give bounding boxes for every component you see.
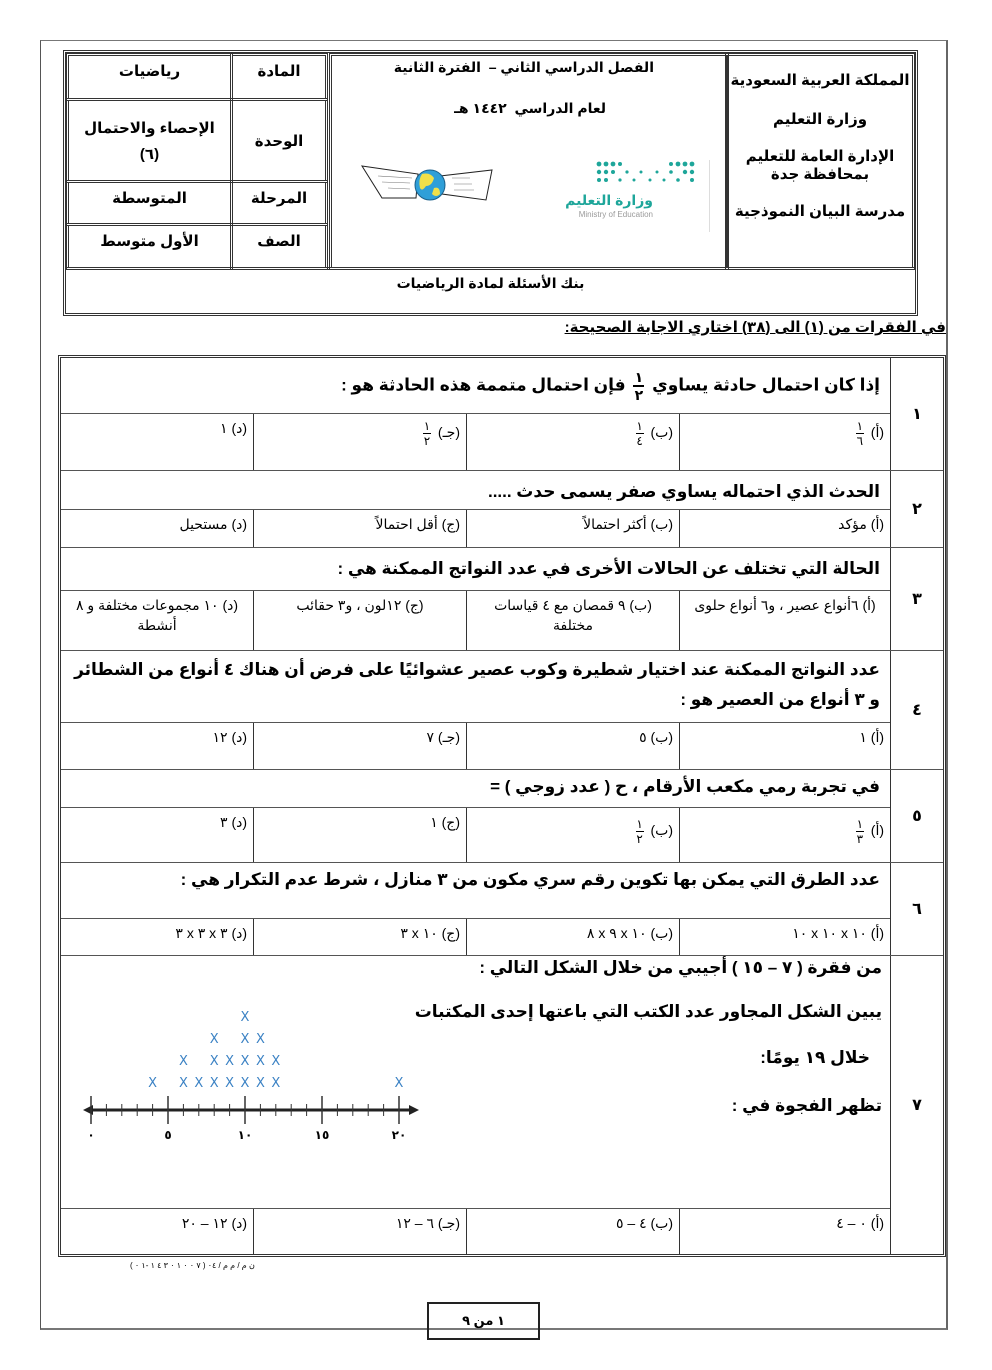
option-c[interactable]: (ج) ١ [253,808,466,862]
unit-label-cell [230,98,328,183]
question-text: عدد الطرق التي يمكن بها تكوين رقم سري مكون من ٣ منازل ، شرط عدم التكرار هي : [61,863,890,919]
ministry-arabic: وزارة التعليم [565,192,653,208]
number-line [81,996,421,1146]
ministry-logo [537,160,657,230]
data-point-x: X [178,1054,188,1069]
option-b[interactable]: (ب) أكثر احتمالاً [466,510,679,547]
option-b[interactable]: (ب) ٤ – ٥ [466,1209,679,1254]
logo-divider [709,160,710,232]
questions-table [58,355,946,1257]
authority-line: المملكة العربية السعودية [730,72,910,89]
option-a[interactable]: (أ) $\frac{١}{٣}$ [679,808,890,862]
ministry-english: Ministry of Education [578,210,653,219]
data-point-x: X [394,1076,404,1091]
dot-plot [81,996,421,1146]
subject-value-cell [66,53,233,101]
option-a[interactable]: (أ) ١ [679,723,890,769]
data-point-x: X [240,1054,250,1069]
bank-title-row [66,267,915,313]
data-point-x: X [240,1032,250,1047]
unit-value: الإحصاء والاحتمال [84,119,215,137]
option-d[interactable]: (د) ١٠ مجموعات مختلفة و ٨ أنشطة [76,597,238,633]
axis-tick-label: ٥ [164,1128,172,1142]
school-logo-icon [360,164,496,204]
option-b[interactable]: (ب) ٩ قمصان مع ٤ قياسات مختلفة [466,591,679,650]
data-point-x: X [178,1076,188,1091]
question-number: ٣ [890,548,943,650]
bank-title: بنك الأسئلة لمادة الرياضيات [396,275,585,291]
question-row [61,770,943,863]
option-a[interactable]: (أ) ٠ – ٤ [679,1209,890,1254]
question-number: ٢ [890,471,943,547]
option-d[interactable]: (د) ٣ x ٣ x ٣ [175,925,247,941]
data-point-x: X [225,1076,235,1091]
term-line: الفصل الدراسي الثاني – الفترة الثانية [393,59,654,75]
authority-line: بمحافظة جدة [770,166,870,183]
option-c[interactable]: (جـ) ٦ – ١٢ [253,1209,466,1254]
subject-label-cell [230,53,328,101]
grade-label: الصف [257,233,301,250]
year-line: لعام الدراسي ١٤٤٢ هـ [454,100,606,116]
option-b[interactable]: (ب) ٥ [466,723,679,769]
authority-cell [725,53,915,270]
question-number: ٥ [890,770,943,862]
authority-line: مدرسة البيان النموذجية [734,203,906,220]
option-d[interactable]: (د) ١ [220,420,247,436]
question-text: في تجربة رمي مكعب الأرقام ، ح ( عدد زوجي ) = [61,770,890,808]
option-c[interactable]: (ج) ١٠ x ٣ [253,919,466,955]
grade-value-cell [66,223,233,270]
subject-label: المادة [257,63,301,80]
question-line: خلال ١٩ يومًا: [760,1048,870,1067]
option-a[interactable]: (أ) ٦أنواع عصير ، و٦ أنواع حلوى [679,591,890,650]
question-row [61,956,943,1254]
data-point-x: X [209,1032,219,1047]
option-d[interactable]: (د) ١٢ – ٢٠ [181,1215,247,1231]
question-line: تظهر الفجوة في : [731,1096,882,1115]
option-b[interactable]: (ب) $\frac{١}{٢}$ [466,808,679,862]
document-code: ن م / م م / ٠٤ ( ٧ ٠ ٠ ١ ٠ ٣ ٤ ١ -١ ٠ ) [130,1261,255,1270]
option-d[interactable]: (د) مستحيل [179,516,247,532]
option-d[interactable]: (د) ٣ [220,814,247,830]
authority-line: وزارة التعليم [772,111,868,128]
data-point-x: X [240,1010,250,1025]
data-point-x: X [255,1054,265,1069]
question-text: عدد النواتج الممكنة عند اختيار شطيرة وكوب عصير عشوائيًا على فرض أن هناك ٤ أنواع من الشطائر و ٣ أنواع من العصير هو : [61,651,890,723]
grade-value: الأول متوسط [100,233,199,250]
ministry-dots-icon [593,160,703,186]
question-row [61,548,943,651]
stage-label: المرحلة [250,190,308,207]
axis-tick-label: ٠ [87,1128,95,1142]
data-point-x: X [194,1076,204,1091]
data-point-x: X [225,1054,235,1069]
data-point-x: X [209,1076,219,1091]
page-indicator: ١ من ٩ [427,1302,540,1340]
fraction: $\frac{١}{٢}$ [634,369,644,403]
option-d[interactable]: (د) ١٢ [212,729,247,745]
unit-number: (٦) [139,145,160,163]
data-point-x: X [255,1032,265,1047]
question-row [61,471,943,548]
option-a[interactable]: (أ) ١٠ x ١٠ x ١٠ [679,919,890,955]
axis-tick-label: ١٠ [237,1128,253,1142]
question-content [61,956,890,1209]
stage-value-cell [66,180,233,226]
stage-label-cell [230,180,328,226]
unit-value-cell [66,98,233,183]
question-text: الحدث الذي احتماله يساوي صفر يسمى حدث ..... [61,471,890,510]
option-a[interactable]: (أ) مؤكد [679,510,890,547]
question-line: من فقرة ( ٧ – ١٥ ) أجيبي من خلال الشكل التالي : [479,958,882,977]
question-line: يبين الشكل المجاور عدد الكتب التي باعتها إحدى المكتبات [414,1002,882,1021]
question-number: ١ [890,358,943,470]
data-point-x: X [271,1076,281,1091]
axis-tick-label: ١٥ [314,1128,330,1142]
question-row [61,863,943,956]
stage-value: المتوسطة [112,190,187,207]
data-point-x: X [255,1076,265,1091]
unit-label: الوحدة [254,132,304,150]
option-b[interactable]: (ب) ١٠ x ٩ x ٨ [466,919,679,955]
axis-tick-label: ٢٠ [391,1128,407,1142]
option-b[interactable]: (ب) $\frac{١}{٤}$ [466,414,679,470]
instructions-heading: في الفقرات من (١) الى (٣٨) اختاري الاجابة الصحيحة: [564,319,946,336]
question-number: ٧ [890,956,943,1254]
option-c[interactable]: (جـ) ٧ [253,723,466,769]
question-text: الحالة التي تختلف عن الحالات الأخرى في عدد النواتج الممكنة هي : [61,548,890,591]
authority-line: الإدارة العامة للتعليم [745,148,895,165]
question-row [61,651,943,770]
question-text: إذا كان احتمال حادثة يساوي $\frac{١}{٢}$ فإن احتمال متممة هذه الحادثة هو : [61,358,890,414]
option-c[interactable]: (جـ) $\frac{١}{٢}$ [253,414,466,470]
data-point-x: X [209,1054,219,1069]
option-c[interactable]: (ج) ١٢لون ، و٣ حقائب [253,591,466,650]
question-number: ٤ [890,651,943,769]
option-a[interactable]: (أ) $\frac{١}{٦}$ [679,414,890,470]
question-number: ٦ [890,863,943,955]
data-point-x: X [148,1076,158,1091]
term-logos-cell [329,53,729,270]
subject-value: رياضيات [118,63,181,80]
grade-label-cell [230,223,328,270]
option-c[interactable]: (ج) أقل احتمالاً [253,510,466,547]
data-point-x: X [240,1076,250,1091]
data-point-x: X [271,1054,281,1069]
question-row [61,358,943,471]
header-table [63,50,918,316]
